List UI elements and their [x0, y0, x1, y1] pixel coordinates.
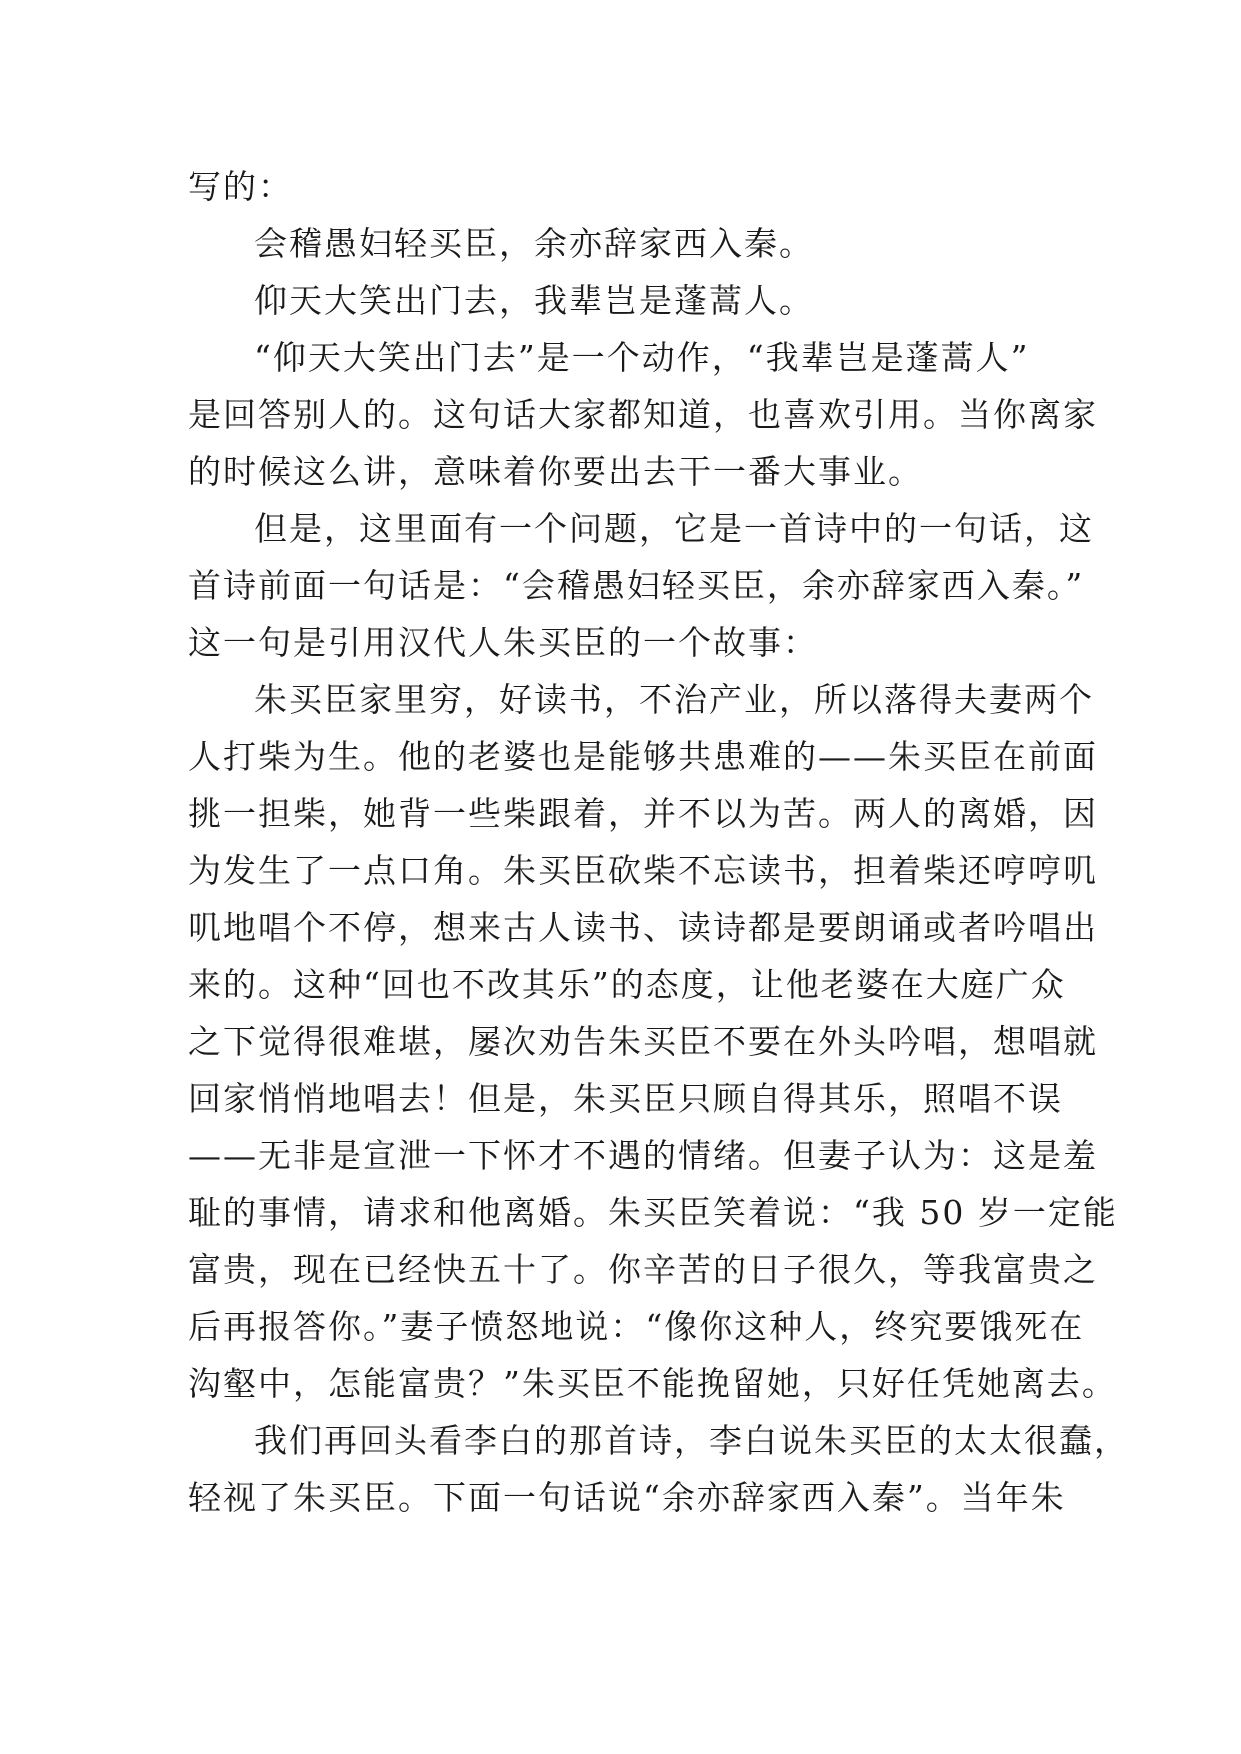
text-line: 写的：	[188, 167, 293, 206]
text-line: 首诗前面一句话是：“会稽愚妇轻买臣，余亦辞家西入秦。”	[188, 566, 1085, 605]
paragraph-first-line: “仰天大笑出门去”是一个动作，“我辈岂是蓬蒿人”	[254, 338, 1030, 377]
text-line: 为发生了一点口角。朱买臣砍柴不忘读书，担着柴还哼哼叽	[188, 851, 1098, 890]
text-line: 沟壑中，怎能富贵？”朱买臣不能挽留她，只好任凭她离去。	[188, 1364, 1117, 1403]
paragraph-first-line: 我们再回头看李白的那首诗，李白说朱买臣的太太很蠢，	[254, 1421, 1129, 1460]
text-line: 的时候这么讲，意味着你要出去干一番大事业。	[188, 452, 923, 491]
paragraph-first-line: 但是，这里面有一个问题，它是一首诗中的一句话，这	[254, 509, 1094, 548]
text-line: ——无非是宣泄一下怀才不遇的情绪。但妻子认为：这是羞	[188, 1136, 1098, 1175]
text-line: 回家悄悄地唱去！但是，朱买臣只顾自得其乐，照唱不误	[188, 1079, 1063, 1118]
paragraph-first-line: 朱买臣家里穷，好读书，不治产业，所以落得夫妻两个	[254, 680, 1094, 719]
text-line: 叽地唱个不停，想来古人读书、读诗都是要朗诵或者吟唱出	[188, 908, 1098, 947]
document-page	[188, 158, 1129, 1526]
text-line: 这一句是引用汉代人朱买臣的一个故事：	[188, 623, 818, 662]
text-line: 是回答别人的。这句话大家都知道，也喜欢引用。当你离家	[188, 395, 1098, 434]
text-line: 耻的事情，请求和他离婚。朱买臣笑着说：“我 50 岁一定能	[188, 1193, 1118, 1232]
text-line: 富贵，现在已经快五十了。你辛苦的日子很久，等我富贵之	[188, 1250, 1098, 1289]
text-line: 后再报答你。”妻子愤怒地说：“像你这种人，终究要饿死在	[188, 1307, 1085, 1346]
poem-line: 会稽愚妇轻买臣，余亦辞家西入秦。	[254, 224, 814, 263]
poem-line: 仰天大笑出门去，我辈岂是蓬蒿人。	[254, 281, 814, 320]
text-line: 轻视了朱买臣。下面一句话说“余亦辞家西入秦”。当年朱	[188, 1478, 1066, 1517]
text-line: 人打柴为生。他的老婆也是能够共患难的——朱买臣在前面	[188, 737, 1098, 776]
text-line: 之下觉得很难堪，屡次劝告朱买臣不要在外头吟唱，想唱就	[188, 1022, 1098, 1061]
text-line: 挑一担柴，她背一些柴跟着，并不以为苦。两人的离婚，因	[188, 794, 1098, 833]
text-line: 来的。这种“回也不改其乐”的态度，让他老婆在大庭广众	[188, 965, 1066, 1004]
